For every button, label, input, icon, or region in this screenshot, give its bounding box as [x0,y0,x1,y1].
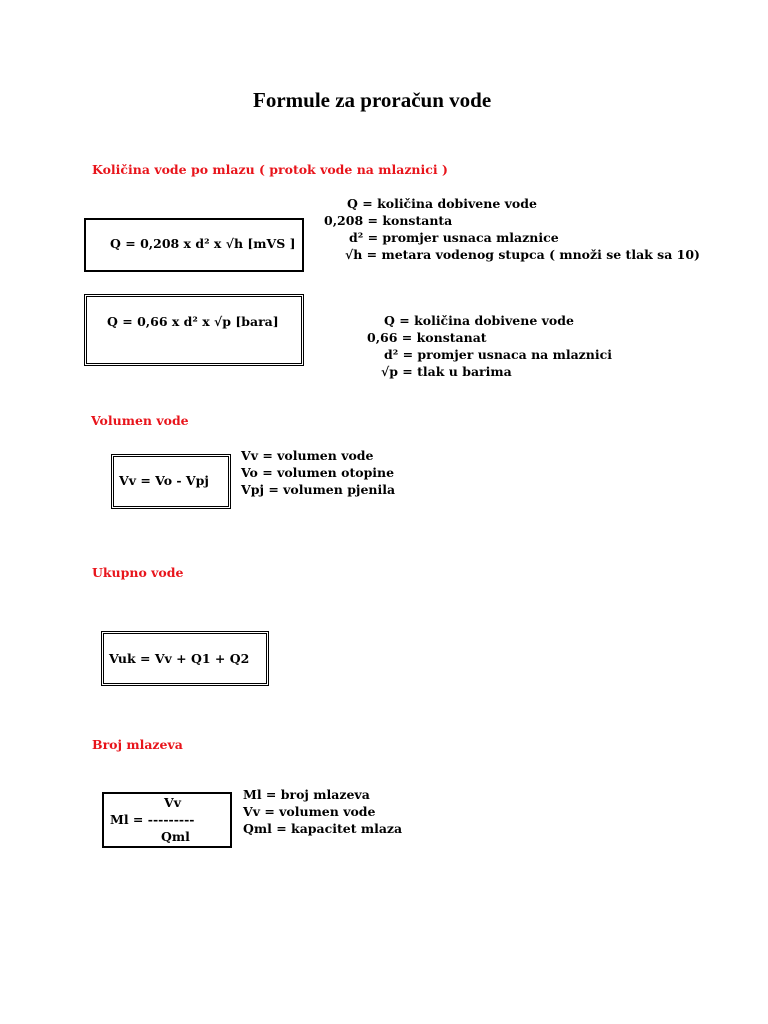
legend-line: Q = količina dobivene vode [347,196,537,211]
formula-broj-denominator: Qml [161,829,190,844]
legend-line: 0,208 = konstanta [324,213,453,228]
legend-q-bara [367,312,612,380]
section-heading-broj: Broj mlazeva [92,737,183,752]
section-heading-ukupno: Ukupno vode [92,565,184,580]
formula-broj-numerator: Vv [164,795,181,810]
legend-line: Vv = volumen vode [243,804,376,819]
legend-line: Vo = volumen otopine [241,465,395,480]
legend-q-mvs [324,195,700,263]
legend-broj [243,786,402,837]
legend-line: 0,66 = konstanat [367,330,487,345]
formula-q-mvs: Q = 0,208 x d² x √h [mVS ] [110,236,296,251]
legend-line: Ml = broj mlazeva [243,787,370,802]
formula-ukupno: Vuk = Vv + Q1 + Q2 [109,651,250,666]
formula-q-bara: Q = 0,66 x d² x √p [bara] [107,314,279,329]
legend-line: Vv = volumen vode [241,448,374,463]
legend-line: Qml = kapacitet mlaza [243,821,403,836]
legend-line: Q = količina dobivene vode [384,313,574,328]
legend-line: d² = promjer usnaca mlaznice [349,230,559,245]
legend-line: d² = promjer usnaca na mlaznici [384,347,612,362]
legend-line: Vpj = volumen pjenila [241,482,396,497]
formula-box-q-bara [84,294,304,366]
section-heading-volumen: Volumen vode [91,413,189,428]
legend-line: √p = tlak u barima [381,364,512,379]
formula-broj-lhs: Ml = --------- [110,812,195,827]
formula-volumen: Vv = Vo - Vpj [119,473,209,488]
section-heading-kolicina: Količina vode po mlazu ( protok vode na mlaznici ) [92,162,448,177]
legend-line: √h = metara vodenog stupca ( množi se tlak sa 10) [345,247,700,262]
page-title: Formule za proračun vode [253,88,492,112]
legend-volumen [241,447,395,498]
